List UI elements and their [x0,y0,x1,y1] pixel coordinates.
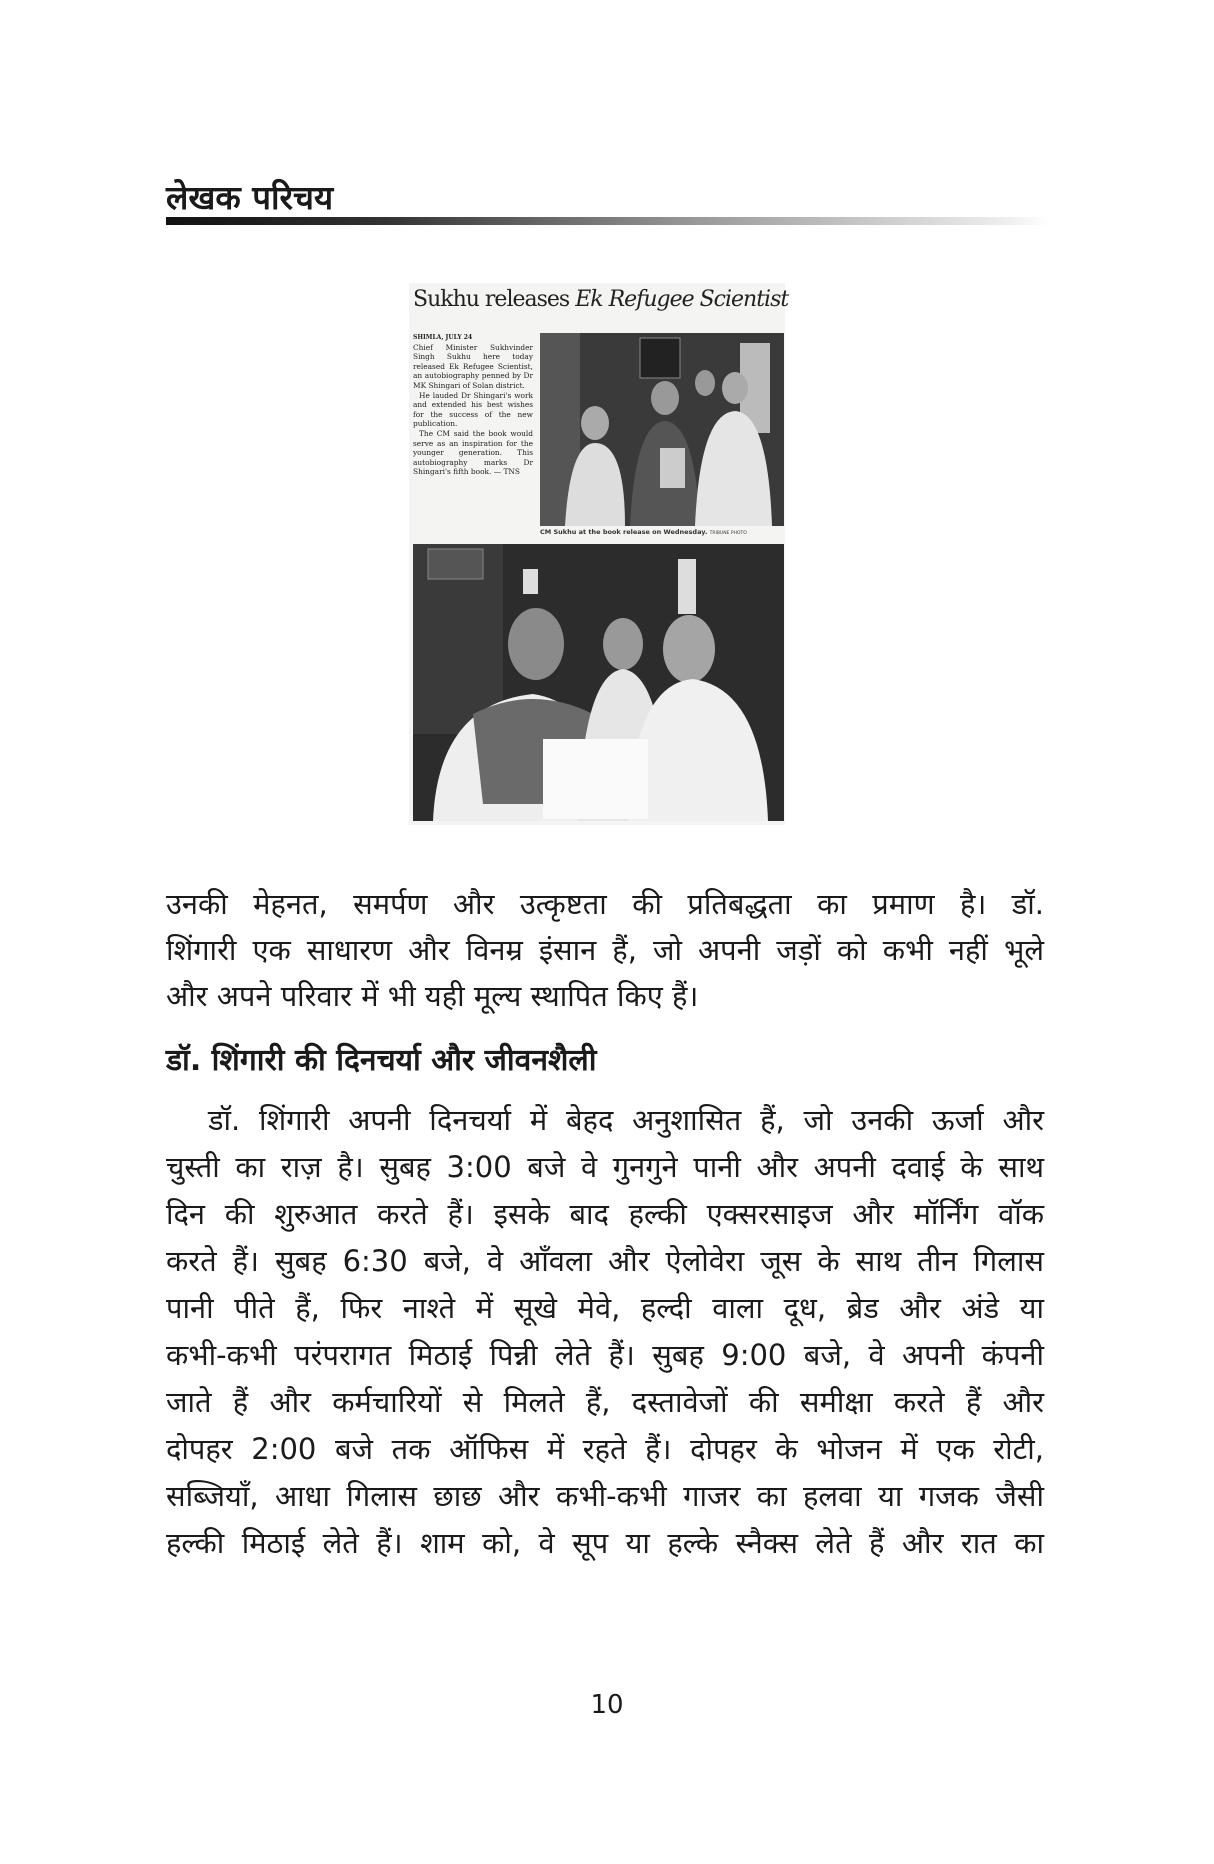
body-text-line: सब्जियाँ, आधा गिलास छाछ और कभी-कभी गाजर का हलवा या गजक जैसी [166,1479,1044,1513]
photo-credit: TRIBUNE PHOTO [709,531,747,536]
body-text-line: हल्की मिठाई लेते हैं। शाम को, वे सूप या हल्के स्नैक्स लेते हैं और रात का [166,1526,1044,1560]
article-paragraph: The CM said the book would serve as an inspiration for the younger generation. This autobiography marks Dr Shingari's fifth book. — TNS [413,428,533,477]
book-release-photo-large [413,544,784,821]
body-text-line: चुस्ती का राज़ है। सुबह 3:00 बजे वे गुनगुने पानी और अपनी दवाई के साथ [166,1150,1044,1184]
body-text-line: दिन की शुरुआत करते हैं। इसके बाद हल्की एक्सरसाइज और मॉर्निंग वॉक [166,1197,1044,1231]
body-text-line: दोपहर 2:00 बजे तक ऑफिस में रहते हैं। दोपहर के भोजन में एक रोटी, [166,1432,1044,1466]
newspaper-clipping [409,283,789,825]
book-release-photo-small [540,333,784,526]
body-text-line: और अपने परिवार में भी यही मूल्य स्थापित किए हैं। [166,979,699,1013]
headline-text: Sukhu releases [413,287,576,312]
photo-caption [540,528,747,536]
clipping-article [413,333,533,477]
body-text-line: जाते हैं और कर्मचारियों से मिलते हैं, दस्तावेजों की समीक्षा करते हैं और [166,1385,1044,1419]
clipping-headline [413,287,788,312]
caption-text: CM Sukhu at the book release on Wednesday. [540,528,708,536]
body-text-line: शिंगारी एक साधारण और विनम्र इंसान हैं, जो अपनी जड़ों को कभी नहीं भूले [166,933,1044,967]
body-text-line: डॉ. शिंगारी अपनी दिनचर्या में बेहद अनुशासित हैं, जो उनकी ऊर्जा और [208,1103,1044,1137]
body-text-line: उनकी मेहनत, समर्पण और उत्कृष्टता की प्रतिबद्धता का प्रमाण है। डॉ. [166,887,1044,921]
page-number: 10 [590,1690,624,1720]
body-text-line: पानी पीते हैं, फिर नाश्ते में सूखे मेवे, हल्दी वाला दूध, ब्रेड और अंडे या [166,1291,1044,1325]
dateline: SHIMLA, JULY 24 [413,334,473,341]
body-text-line: कभी-कभी परंपरागत मिठाई पिन्नी लेते हैं। सुबह 9:00 बजे, वे अपनी कंपनी [166,1338,1044,1372]
article-paragraph: He lauded Dr Shingari's work and extended his best wishes for the success of the new publication. [413,390,533,429]
headline-book-title: Ek Refugee Scientist [575,287,789,312]
body-text-line: करते हैं। सुबह 6:30 बजे, वे आँवला और ऐलोवेरा जूस के साथ तीन गिलास [166,1244,1044,1278]
section-subheading: डॉ. शिंगारी की दिनचर्या और जीवनशैली [166,1043,597,1078]
section-title: लेखक परिचय [166,178,334,217]
article-paragraph: Chief Minister Sukhvinder Singh Sukhu here today released Ek Refugee Scientist, an autobiography penned by Dr MK Shingari of Solan district. [413,342,533,390]
title-divider [166,217,1050,225]
